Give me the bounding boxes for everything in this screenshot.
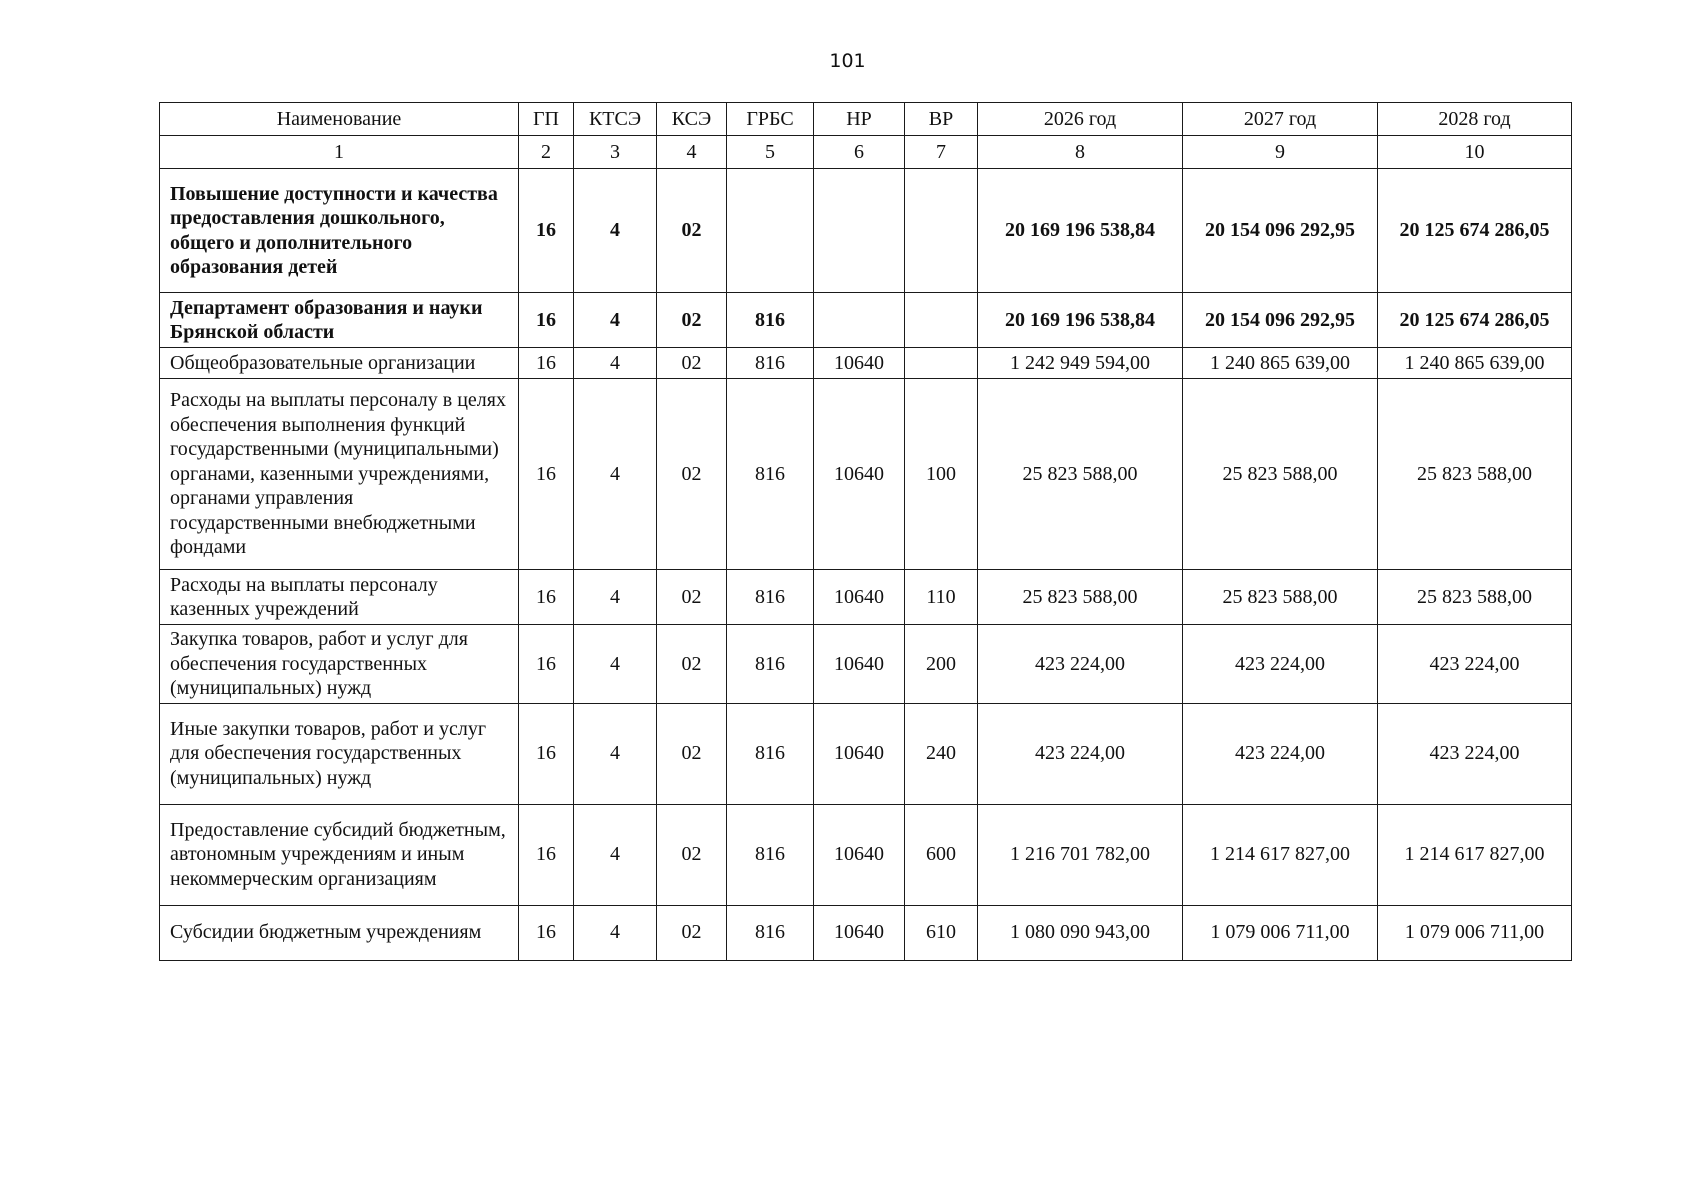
table-row: [160, 625, 1572, 704]
table-row: [160, 379, 1572, 570]
table-cell: 10640: [814, 379, 905, 570]
table-cell: 816: [727, 348, 814, 379]
table-cell: 16: [519, 905, 574, 960]
table-cell: 600: [905, 804, 978, 905]
table-cell: 4: [574, 804, 657, 905]
table-row: [160, 570, 1572, 625]
table-cell: 423 224,00: [1378, 703, 1572, 804]
table-cell: 16: [519, 570, 574, 625]
table-cell: 20 154 096 292,95: [1183, 169, 1378, 293]
column-header: КТСЭ: [574, 103, 657, 136]
table-row: [160, 293, 1572, 348]
table-cell: 10640: [814, 905, 905, 960]
table-cell: 423 224,00: [1378, 625, 1572, 704]
table-cell: 20 169 196 538,84: [978, 293, 1183, 348]
page-number: 101: [829, 50, 866, 72]
column-number: 6: [814, 136, 905, 169]
table-cell: [814, 169, 905, 293]
table-cell: 16: [519, 293, 574, 348]
table-cell: 10640: [814, 570, 905, 625]
table-cell: [905, 293, 978, 348]
table-cell: 02: [657, 905, 727, 960]
table-header-row: [160, 103, 1572, 136]
table-cell: [814, 293, 905, 348]
column-number: 4: [657, 136, 727, 169]
table-cell: 25 823 588,00: [1378, 570, 1572, 625]
table-cell: 816: [727, 570, 814, 625]
table-cell: 10640: [814, 625, 905, 704]
table-cell: 816: [727, 905, 814, 960]
row-name-cell: Расходы на выплаты персоналу в целях обеспечения выполнения функций государственными (муниципальными) органами, казенными учреждениями, органами управления государственными внебюджетными фондами: [160, 379, 519, 570]
table-cell: 16: [519, 348, 574, 379]
table-cell: 1 242 949 594,00: [978, 348, 1183, 379]
table-cell: 02: [657, 379, 727, 570]
table-row: [160, 804, 1572, 905]
table-cell: 02: [657, 570, 727, 625]
table-cell: 10640: [814, 348, 905, 379]
table-cell: 423 224,00: [978, 625, 1183, 704]
table-cell: 100: [905, 379, 978, 570]
column-header: ВР: [905, 103, 978, 136]
table-cell: 16: [519, 625, 574, 704]
table-cell: 4: [574, 293, 657, 348]
column-number: 8: [978, 136, 1183, 169]
column-number: 3: [574, 136, 657, 169]
table-cell: 1 214 617 827,00: [1378, 804, 1572, 905]
table-cell: 423 224,00: [1183, 703, 1378, 804]
table-cell: 816: [727, 293, 814, 348]
column-header: ГП: [519, 103, 574, 136]
table-cell: 02: [657, 348, 727, 379]
table-cell: 110: [905, 570, 978, 625]
column-number: 7: [905, 136, 978, 169]
column-header: Наименование: [160, 103, 519, 136]
table-cell: 20 125 674 286,05: [1378, 169, 1572, 293]
table-cell: 16: [519, 379, 574, 570]
table-row: [160, 703, 1572, 804]
column-number: 1: [160, 136, 519, 169]
table-cell: 16: [519, 169, 574, 293]
table-cell: 25 823 588,00: [1378, 379, 1572, 570]
table-cell: 4: [574, 905, 657, 960]
table-cell: 25 823 588,00: [978, 379, 1183, 570]
table-cell: 816: [727, 379, 814, 570]
table-cell: 25 823 588,00: [1183, 570, 1378, 625]
column-number: 9: [1183, 136, 1378, 169]
column-header: 2027 год: [1183, 103, 1378, 136]
table-cell: 816: [727, 625, 814, 704]
table-cell: 1 079 006 711,00: [1183, 905, 1378, 960]
column-number: 5: [727, 136, 814, 169]
column-header: 2026 год: [978, 103, 1183, 136]
table-row: [160, 169, 1572, 293]
budget-table: [159, 102, 1572, 961]
table-cell: 423 224,00: [1183, 625, 1378, 704]
table-cell: 10640: [814, 804, 905, 905]
row-name-cell: Повышение доступности и качества предоставления дошкольного, общего и дополнительного образования детей: [160, 169, 519, 293]
table-cell: [905, 169, 978, 293]
table-cell: [727, 169, 814, 293]
table-cell: 20 125 674 286,05: [1378, 293, 1572, 348]
column-number-row: [160, 136, 1572, 169]
row-name-cell: Департамент образования и науки Брянской области: [160, 293, 519, 348]
table-cell: 423 224,00: [978, 703, 1183, 804]
column-header: НР: [814, 103, 905, 136]
table-cell: 816: [727, 703, 814, 804]
table-cell: 25 823 588,00: [978, 570, 1183, 625]
table-cell: 1 079 006 711,00: [1378, 905, 1572, 960]
table-cell: 200: [905, 625, 978, 704]
table-cell: 1 216 701 782,00: [978, 804, 1183, 905]
table-cell: 1 240 865 639,00: [1183, 348, 1378, 379]
table-cell: 610: [905, 905, 978, 960]
table-cell: 1 080 090 943,00: [978, 905, 1183, 960]
column-number: 2: [519, 136, 574, 169]
table-cell: 4: [574, 570, 657, 625]
row-name-cell: Общеобразовательные организации: [160, 348, 519, 379]
table-cell: 1 214 617 827,00: [1183, 804, 1378, 905]
table-cell: 02: [657, 293, 727, 348]
table-row: [160, 905, 1572, 960]
table-cell: 02: [657, 625, 727, 704]
table-cell: 4: [574, 348, 657, 379]
table-cell: 02: [657, 703, 727, 804]
table-cell: [905, 348, 978, 379]
column-header: ГРБС: [727, 103, 814, 136]
table-cell: 240: [905, 703, 978, 804]
table-cell: 20 154 096 292,95: [1183, 293, 1378, 348]
table-cell: 02: [657, 169, 727, 293]
table-row: [160, 348, 1572, 379]
table-cell: 10640: [814, 703, 905, 804]
row-name-cell: Закупка товаров, работ и услуг для обеспечения государственных (муниципальных) нужд: [160, 625, 519, 704]
table-cell: 20 169 196 538,84: [978, 169, 1183, 293]
row-name-cell: Предоставление субсидий бюджетным, автономным учреждениям и иным некоммерческим организациям: [160, 804, 519, 905]
table-cell: 02: [657, 804, 727, 905]
table-cell: 4: [574, 169, 657, 293]
table-cell: 816: [727, 804, 814, 905]
column-number: 10: [1378, 136, 1572, 169]
table-cell: 4: [574, 379, 657, 570]
row-name-cell: Иные закупки товаров, работ и услуг для обеспечения государственных (муниципальных) нужд: [160, 703, 519, 804]
column-header: 2028 год: [1378, 103, 1572, 136]
table-cell: 16: [519, 804, 574, 905]
table-cell: 4: [574, 625, 657, 704]
row-name-cell: Субсидии бюджетным учреждениям: [160, 905, 519, 960]
table-cell: 16: [519, 703, 574, 804]
table-cell: 1 240 865 639,00: [1378, 348, 1572, 379]
table-cell: 4: [574, 703, 657, 804]
table-cell: 25 823 588,00: [1183, 379, 1378, 570]
column-header: КСЭ: [657, 103, 727, 136]
row-name-cell: Расходы на выплаты персоналу казенных учреждений: [160, 570, 519, 625]
